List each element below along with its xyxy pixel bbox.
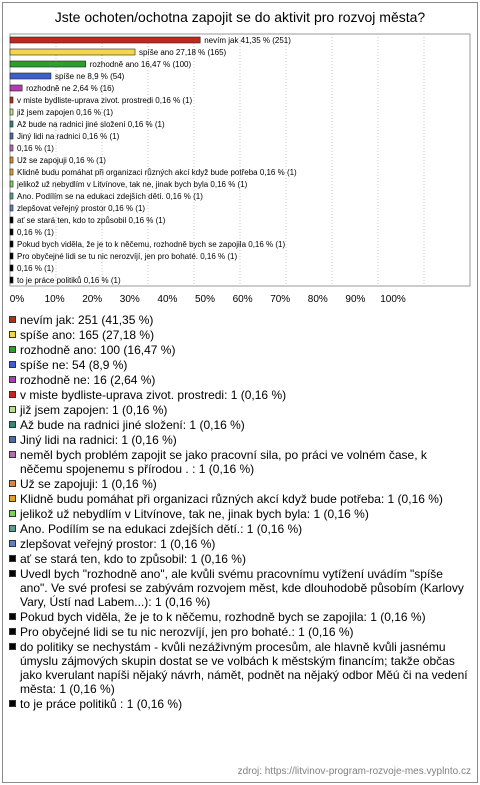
bar-label: Ano. Podílím se na edukaci zdejších dětí. 0,16 % (1) — [17, 192, 203, 201]
bar — [10, 277, 13, 283]
bar-label: 0,16 % (1) — [17, 228, 54, 237]
bar-label: rozhodně ano 16,47 % (100) — [89, 60, 192, 69]
legend-label: Klidně budu pomáhat při organizaci různých akcí když bude potřeba: 1 (0,16 %) — [20, 492, 443, 506]
legend-swatch — [9, 421, 16, 428]
x-tick-label: 10% — [44, 294, 65, 305]
legend-swatch — [9, 391, 16, 398]
bar — [10, 97, 13, 103]
bar-label: spíše ne 8,9 % (54) — [54, 72, 125, 81]
bar — [10, 109, 13, 115]
legend-item — [9, 388, 471, 402]
x-tick-label: 100% — [380, 294, 406, 305]
legend-swatch — [9, 451, 16, 458]
legend-item — [9, 373, 471, 387]
legend-item — [9, 418, 471, 432]
legend-label: Pro obyčejné lidi se tu nic nerozvíjí, jen pro bohaté.: 1 (0,16 %) — [20, 625, 354, 639]
legend-swatch — [9, 436, 16, 443]
bar-label: v miste bydliste-uprava zivot. prostredi 0,16 % (1) — [17, 96, 193, 105]
bar — [10, 145, 13, 151]
legend-item — [9, 343, 471, 357]
legend-label: rozhodně ano: 100 (16,47 %) — [20, 343, 176, 357]
legend-swatch — [9, 346, 16, 353]
legend-item — [9, 522, 471, 536]
x-tick-label: 20% — [82, 294, 103, 305]
legend-label: Už se zapojuji: 1 (0,16 %) — [20, 477, 157, 491]
legend-label: neměl bych problém zapojit se jako pracovní sila, po práci ve volném čase, k něčemu spojenemu s přírodou . : 1 (0,16 %) — [20, 448, 427, 476]
legend-label: nevím jak: 251 (41,35 %) — [20, 313, 154, 327]
bar-label: jelikož už nebydlím v Litvínove, tak ne, jinak bych byla 0,16 % (1) — [17, 180, 248, 189]
legend-item — [9, 403, 471, 417]
legend-swatch — [9, 525, 16, 532]
bar — [10, 169, 13, 175]
chart-title: Jste ochoten/ochotna zapojit se do aktivit pro rozvoj města? — [54, 9, 426, 25]
legend-item — [9, 477, 471, 491]
bar-label: 0,16 % (1) — [17, 264, 54, 273]
legend-label: v miste bydliste-uprava zivot. prostredi: 1 (0,16 %) — [20, 388, 287, 402]
legend-label: Uvedl bych "rozhodně ano", ale kvůli svému pracovnímu vytížení uvádím "spíše ano". Ve své profesi se zabývám rozvojem měst, kde dlouhodobě působím (Karlovy Vary, Ústí nad Labem...): 1 (0,16 %) — [20, 567, 464, 609]
legend-item — [9, 552, 471, 566]
bar — [10, 49, 135, 55]
legend-item — [9, 313, 471, 327]
legend-item — [9, 697, 471, 711]
legend-label: Pokud bych viděla, že je to k něčemu, rozhodně bych se zapojila: 1 (0,16 %) — [20, 610, 426, 624]
legend-swatch — [9, 555, 16, 562]
legend-swatch — [9, 540, 16, 547]
legend-item — [9, 507, 471, 521]
bar-label: 0,16 % (1) — [17, 144, 54, 153]
legend-label: ať se stará ten, kdo to způsobil: 1 (0,16 %) — [20, 552, 246, 566]
x-tick-label: 70% — [270, 294, 291, 305]
bar — [10, 193, 13, 199]
legend-swatch — [9, 480, 16, 487]
legend-swatch — [9, 613, 16, 620]
legend-swatch — [9, 361, 16, 368]
bar-label: Pokud bych viděla, že je to k něčemu, rozhodně bych se zapojila 0,16 % (1) — [17, 240, 286, 249]
bar — [10, 181, 13, 187]
legend-item — [9, 328, 471, 342]
bar-chart — [0, 0, 480, 310]
x-tick-label: 30% — [119, 294, 140, 305]
x-tick-label: 40% — [157, 294, 178, 305]
bar-label: rozhodně ne 2,64 % (16) — [26, 84, 115, 93]
bar-label: Až bude na radnici jiné složení 0,16 % (1) — [17, 120, 165, 129]
bar — [10, 253, 13, 259]
legend-item — [9, 433, 471, 447]
legend-item — [9, 567, 471, 609]
legend-swatch — [9, 700, 16, 707]
legend-label: rozhodně ne: 16 (2,64 %) — [20, 373, 156, 387]
bar — [10, 241, 13, 247]
legend-item — [9, 625, 471, 639]
x-tick-label: 50% — [194, 294, 216, 305]
legend-swatch — [9, 570, 16, 577]
bar — [10, 61, 86, 67]
bar-label: nevím jak 41,35 % (251) — [204, 36, 291, 45]
bar — [10, 85, 22, 91]
bar — [10, 133, 13, 139]
legend-label: do politiky se nechystám - kvůli nezáživným procesům, ale hlavně kvůli jasnému úmyslu zájmových skupin dostat se ve volbách k městským financím; takže občas jako kverulant napíši nějaký návrh, námět, podnět na nějaký odbor Měú či na vedení města: 1 (0,16 %) — [20, 640, 468, 696]
legend-swatch — [9, 406, 16, 413]
bar-label: Už se zapojuji 0,16 % (1) — [17, 156, 106, 165]
legend-item — [9, 537, 471, 551]
legend-label: spíše ne: 54 (8,9 %) — [20, 358, 128, 372]
bar-label: Jiný lidi na radnici 0,16 % (1) — [17, 132, 120, 141]
bar-label: ať se stará ten, kdo to způsobil 0,16 % (1) — [17, 216, 166, 225]
bar — [10, 205, 13, 211]
bar — [10, 265, 13, 271]
bar — [10, 37, 200, 43]
legend-label: Jiný lidi na radnici: 1 (0,16 %) — [20, 433, 177, 447]
bar-label: zlepšovat veřejný prostor 0,16 % (1) — [17, 204, 146, 213]
bar — [10, 217, 13, 223]
bar-label: Pro obyčejné lidi se tu nic nerozvíjí, jen pro bohaté. 0,16 % (1) — [17, 252, 238, 261]
legend-label: to je práce politiků : 1 (0,16 %) — [20, 697, 183, 711]
legend-label: spíše ano: 165 (27,18 %) — [20, 328, 155, 342]
x-tick-label: 80% — [307, 294, 328, 305]
x-tick-label: 90% — [345, 294, 366, 305]
legend-swatch — [9, 316, 16, 323]
legend-swatch — [9, 628, 16, 635]
legend-item — [9, 358, 471, 372]
legend-swatch — [9, 331, 16, 338]
legend-item — [9, 448, 471, 476]
bar-label: to je práce politiků 0,16 % (1) — [17, 276, 121, 285]
x-tick-label: 0% — [9, 294, 25, 305]
legend-item — [9, 610, 471, 624]
bar-label: Klidně budu pomáhat při organizaci různých akcí když bude potřeba 0,16 % (1) — [17, 168, 297, 177]
legend-item — [9, 640, 471, 696]
legend-label: Až bude na radnici jiné složení: 1 (0,16 %) — [20, 418, 245, 432]
legend-swatch — [9, 643, 16, 650]
bar — [10, 157, 13, 163]
bar — [10, 229, 13, 235]
legend-swatch — [9, 510, 16, 517]
legend-swatch — [9, 376, 16, 383]
legend-label: již jsem zapojen: 1 (0,16 %) — [20, 403, 168, 417]
legend-label: Ano. Podílím se na edukaci zdejších dětí.: 1 (0,16 %) — [20, 522, 303, 536]
legend-label: zlepšovat veřejný prostor: 1 (0,16 %) — [20, 537, 216, 551]
bar — [10, 73, 51, 79]
legend-swatch — [9, 495, 16, 502]
bar-label: spíše ano 27,18 % (165) — [139, 48, 227, 57]
bar — [10, 121, 13, 127]
legend-label: jelikož už nebydlím v Litvínove, tak ne, jinak bych byla: 1 (0,16 %) — [20, 507, 369, 521]
legend-item — [9, 492, 471, 506]
legend — [9, 313, 471, 712]
x-tick-label: 60% — [232, 294, 253, 305]
bar-label: již jsem zapojen 0,16 % (1) — [17, 108, 114, 117]
source-note: zdroj: https://litvinov-program-rozvoje-mes.vyplnto.cz — [237, 766, 471, 777]
